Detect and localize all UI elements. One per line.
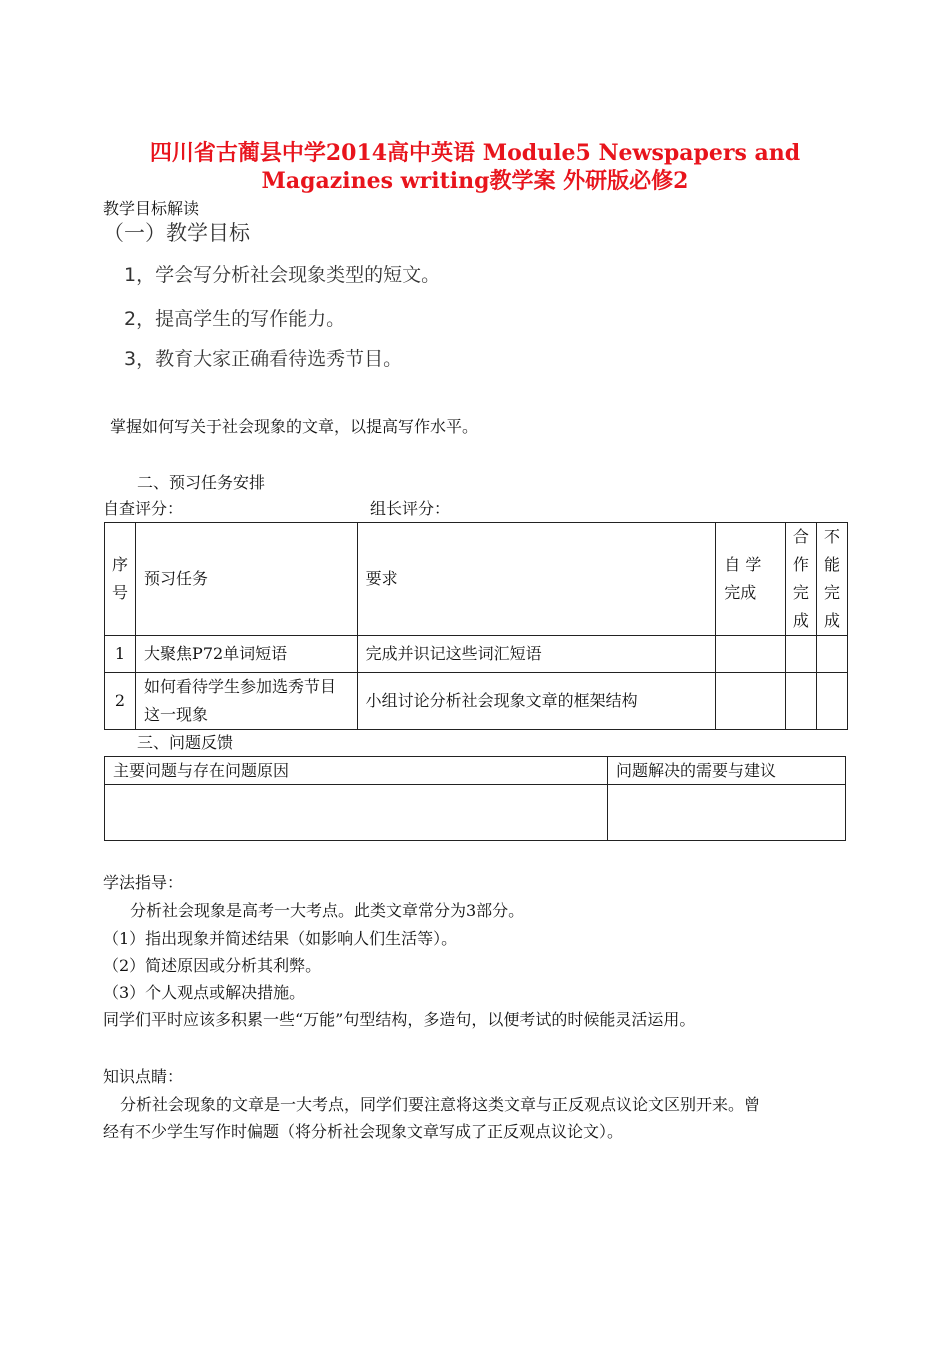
method-step-3: （3）个人观点或解决措施。	[103, 983, 306, 1002]
row-no: 2	[105, 673, 136, 730]
preview-heading: 二、预习任务安排	[137, 473, 266, 492]
row-unable-cell	[816, 636, 847, 673]
preview-table	[104, 522, 848, 730]
knowledge-line-1: 分析社会现象的文章是一大考点，同学们要注意将这类文章与正反观点议论文区别开来。曾	[120, 1095, 761, 1114]
header-req: 要求	[357, 523, 716, 636]
feedback-problems-cell[interactable]	[105, 785, 608, 841]
goal-item-3: 3，教育大家正确看待选秀节目。	[124, 348, 403, 370]
method-advice: 同学们平时应该多积累一些“万能”句型结构，多造句，以便考试的时候能灵活运用。	[103, 1010, 696, 1029]
feedback-suggestions-cell[interactable]	[608, 785, 846, 841]
self-eval-label: 自查评分：	[103, 499, 184, 518]
knowledge-line-2: 经有不少学生写作时偏题（将分析社会现象文章写成了正反观点议论文）。	[103, 1122, 624, 1141]
row-coop-cell	[785, 636, 816, 673]
row-coop-cell	[785, 673, 816, 730]
goal-item-1: 1，学会写分析社会现象类型的短文。	[124, 264, 441, 286]
table-row	[105, 673, 848, 730]
goals-subheading: （一）教学目标	[103, 221, 250, 245]
row-no: 1	[105, 636, 136, 673]
row-self-cell	[716, 673, 786, 730]
row-unable-cell	[816, 673, 847, 730]
header-coop: 合作完成	[785, 523, 816, 636]
table-header-row	[105, 523, 848, 636]
feedback-table	[104, 756, 846, 841]
goals-heading: 教学目标解读	[103, 199, 200, 218]
feedback-heading: 三、问题反馈	[137, 733, 234, 752]
method-step-2: （2）简述原因或分析其利弊。	[103, 956, 322, 975]
goals-master-text: 掌握如何写关于社会现象的文章，以提高写作水平。	[110, 417, 479, 436]
table-row	[105, 636, 848, 673]
method-intro: 分析社会现象是高考一大考点。此类文章常分为3部分。	[130, 901, 525, 920]
goal-item-2: 2，提高学生的写作能力。	[124, 308, 346, 330]
header-self: 自 学完成	[716, 523, 786, 636]
knowledge-heading: 知识点睛：	[103, 1067, 184, 1086]
row-task: 如何看待学生参加选秀节目这一现象	[136, 673, 358, 730]
feedback-col-suggestions: 问题解决的需要与建议	[608, 757, 846, 785]
title-line-2: Magazines writing教学案 外研版必修2	[261, 168, 689, 194]
row-req: 小组讨论分析社会现象文章的框架结构	[357, 673, 716, 730]
header-no: 序号	[105, 523, 136, 636]
title-line-1: 四川省古蔺县中学2014高中英语 Module5 Newspapers and	[149, 140, 801, 166]
feedback-header-row	[105, 757, 846, 785]
method-step-1: （1）指出现象并简述结果（如影响人们生活等）。	[103, 929, 458, 948]
feedback-col-problems: 主要问题与存在问题原因	[105, 757, 608, 785]
row-task: 大聚焦P72单词短语	[136, 636, 358, 673]
method-heading: 学法指导：	[103, 873, 184, 892]
row-req: 完成并识记这些词汇短语	[357, 636, 716, 673]
row-self-cell	[716, 636, 786, 673]
header-task: 预习任务	[136, 523, 358, 636]
feedback-row	[105, 785, 846, 841]
leader-eval-label: 组长评分：	[370, 499, 451, 518]
header-unable: 不能完成	[816, 523, 847, 636]
